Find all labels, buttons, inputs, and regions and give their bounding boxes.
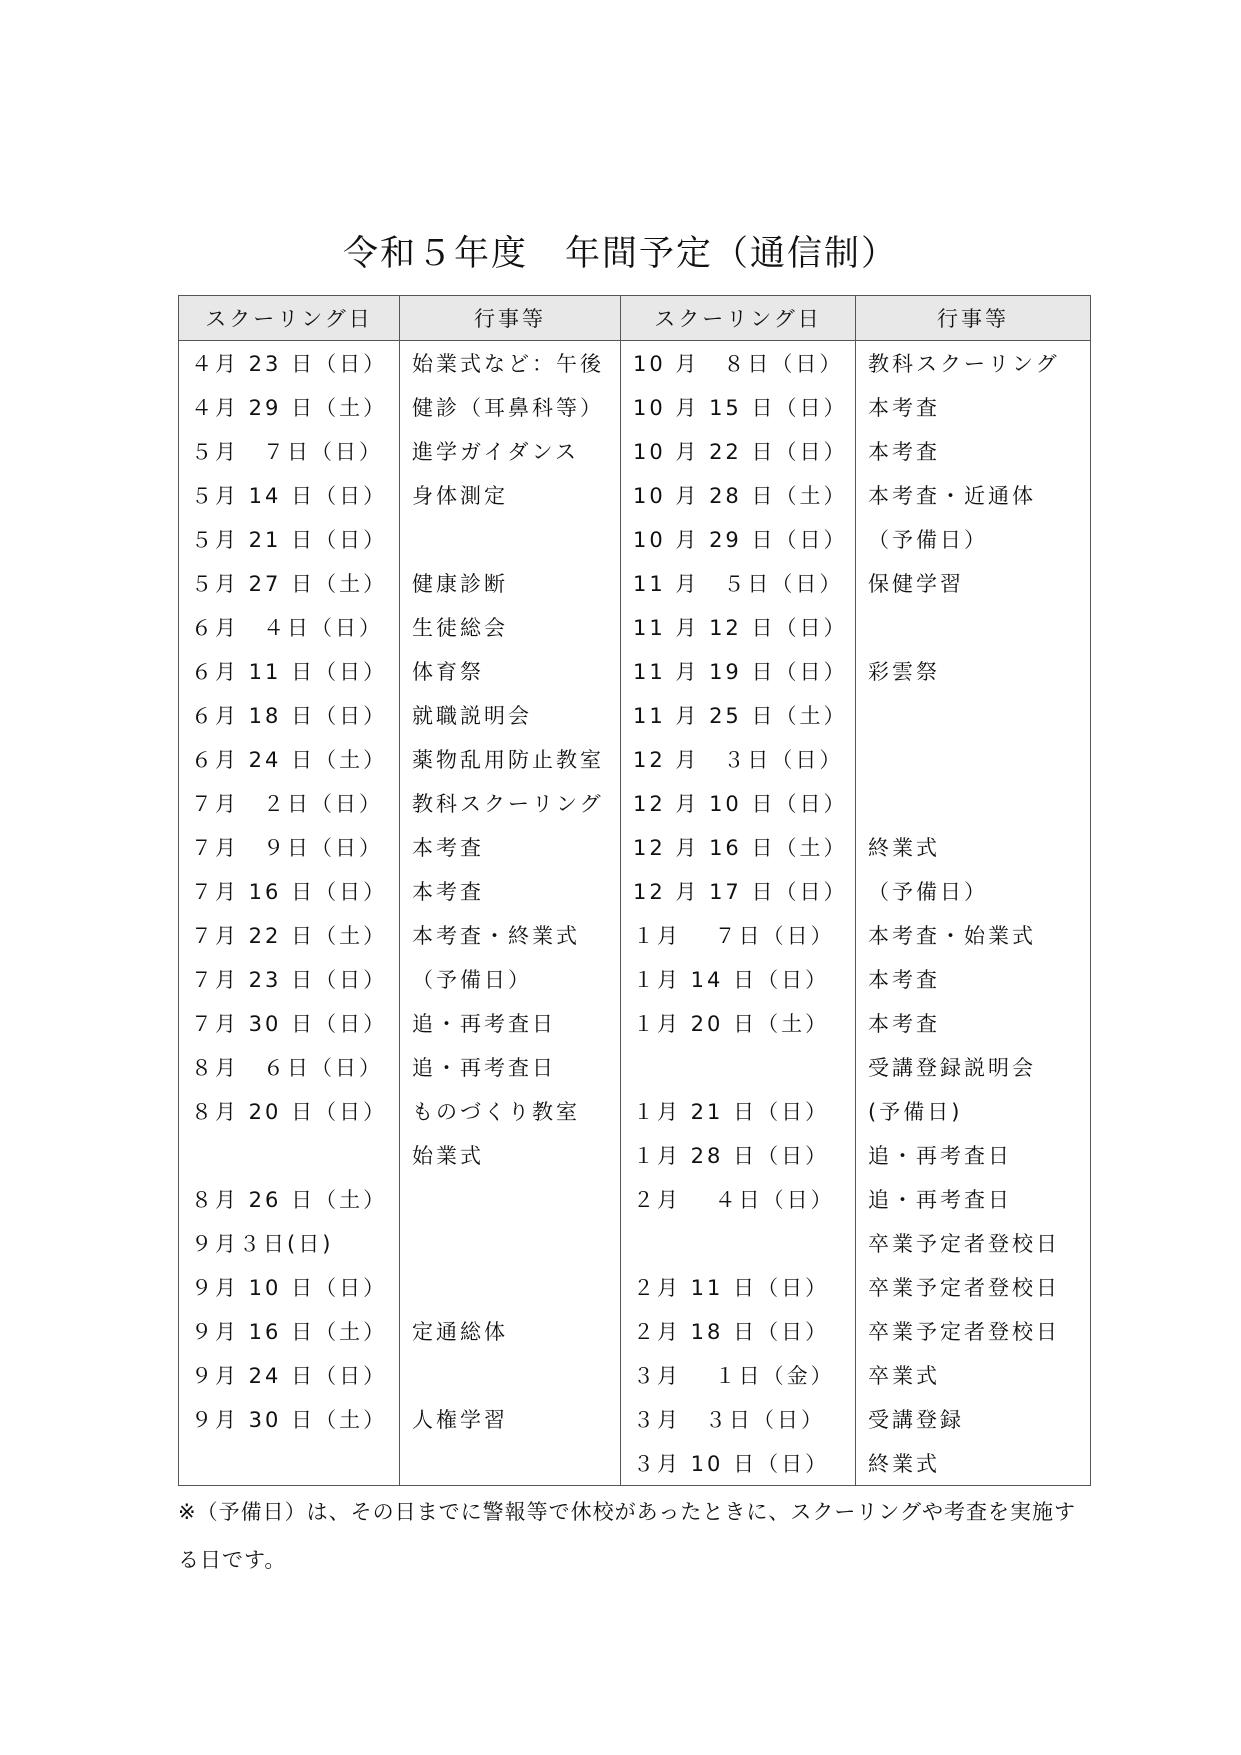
event-cell: 受講登録説明会 — [856, 1045, 1091, 1089]
date-cell: ４月 23 日（日） — [179, 341, 400, 386]
table-row — [179, 1353, 1091, 1397]
table-row — [179, 649, 1091, 693]
date-cell — [179, 1133, 400, 1177]
date-cell: ９月３日(日) — [179, 1221, 400, 1265]
table-header-row — [179, 296, 1091, 341]
event-cell: （予備日） — [856, 869, 1091, 913]
table-row — [179, 1265, 1091, 1309]
date-cell: ３月 １日（金） — [621, 1353, 856, 1397]
event-cell: 生徒総会 — [400, 605, 621, 649]
header-events-2: 行事等 — [856, 296, 1091, 341]
event-cell: 健康診断 — [400, 561, 621, 605]
date-cell: ５月 27 日（土） — [179, 561, 400, 605]
table-row — [179, 561, 1091, 605]
date-cell: ５月 ７日（日） — [179, 429, 400, 473]
date-cell: ９月 16 日（土） — [179, 1309, 400, 1353]
event-cell — [400, 1441, 621, 1486]
table-row — [179, 1309, 1091, 1353]
table-row — [179, 693, 1091, 737]
event-cell: 彩雲祭 — [856, 649, 1091, 693]
event-cell: 追・再考査日 — [400, 1045, 621, 1089]
event-cell: 進学ガイダンス — [400, 429, 621, 473]
event-cell: 終業式 — [856, 1441, 1091, 1486]
date-cell: ４月 29 日（土） — [179, 385, 400, 429]
date-cell: ６月 18 日（日） — [179, 693, 400, 737]
event-cell: 就職説明会 — [400, 693, 621, 737]
date-cell: ２月 ４日（日） — [621, 1177, 856, 1221]
event-cell: 始業式 — [400, 1133, 621, 1177]
event-cell: 保健学習 — [856, 561, 1091, 605]
table-row — [179, 1133, 1091, 1177]
date-cell: ６月 ４日（日） — [179, 605, 400, 649]
date-cell: １月 ７日（日） — [621, 913, 856, 957]
date-cell: ３月 10 日（日） — [621, 1441, 856, 1486]
table-row — [179, 1089, 1091, 1133]
date-cell: 11 月 ５日（日） — [621, 561, 856, 605]
event-cell: 健診（耳鼻科等） — [400, 385, 621, 429]
event-cell — [856, 737, 1091, 781]
event-cell: ものづくり教室 — [400, 1089, 621, 1133]
table-row — [179, 957, 1091, 1001]
table-row — [179, 1177, 1091, 1221]
event-cell: 受講登録 — [856, 1397, 1091, 1441]
event-cell: 卒業予定者登校日 — [856, 1309, 1091, 1353]
event-cell: 体育祭 — [400, 649, 621, 693]
date-cell: 10 月 15 日（日） — [621, 385, 856, 429]
date-cell: 10 月 ８日（日） — [621, 341, 856, 386]
event-cell: 本考査・終業式 — [400, 913, 621, 957]
table-row — [179, 1045, 1091, 1089]
date-cell: ２月 11 日（日） — [621, 1265, 856, 1309]
date-cell: ３月 ３日（日） — [621, 1397, 856, 1441]
date-cell: １月 20 日（土） — [621, 1001, 856, 1045]
event-cell — [856, 605, 1091, 649]
table-row — [179, 1441, 1091, 1486]
date-cell: 10 月 22 日（日） — [621, 429, 856, 473]
event-cell: 終業式 — [856, 825, 1091, 869]
event-cell: 追・再考査日 — [856, 1177, 1091, 1221]
date-cell — [621, 1221, 856, 1265]
event-cell: 人権学習 — [400, 1397, 621, 1441]
date-cell: 12 月 ３日（日） — [621, 737, 856, 781]
date-cell: １月 14 日（日） — [621, 957, 856, 1001]
event-cell: 本考査 — [856, 1001, 1091, 1045]
event-cell: 定通総体 — [400, 1309, 621, 1353]
event-cell: 本考査・始業式 — [856, 913, 1091, 957]
table-row — [179, 869, 1091, 913]
table-row — [179, 473, 1091, 517]
event-cell: 教科スクーリング — [400, 781, 621, 825]
date-cell: ７月 16 日（日） — [179, 869, 400, 913]
date-cell — [179, 1441, 400, 1486]
date-cell: 11 月 12 日（日） — [621, 605, 856, 649]
date-cell: ５月 14 日（日） — [179, 473, 400, 517]
date-cell: ９月 24 日（日） — [179, 1353, 400, 1397]
event-cell: (予備日) — [856, 1089, 1091, 1133]
date-cell: ９月 10 日（日） — [179, 1265, 400, 1309]
event-cell: 本考査 — [400, 825, 621, 869]
event-cell — [400, 1221, 621, 1265]
event-cell — [400, 1177, 621, 1221]
footnote: ※（予備日）は、その日までに警報等で休校があったときに、スクーリングや考査を実施する日です。 — [178, 1500, 1076, 1572]
date-cell: ５月 21 日（日） — [179, 517, 400, 561]
date-cell: ７月 ９日（日） — [179, 825, 400, 869]
header-schooling-date-1: スクーリング日 — [179, 296, 400, 341]
table-row — [179, 825, 1091, 869]
date-cell: 12 月 10 日（日） — [621, 781, 856, 825]
event-cell: 本考査・近通体 — [856, 473, 1091, 517]
date-cell: ８月 26 日（土） — [179, 1177, 400, 1221]
event-cell: 本考査 — [400, 869, 621, 913]
event-cell: 追・再考査日 — [856, 1133, 1091, 1177]
event-cell: （予備日） — [856, 517, 1091, 561]
date-cell: ６月 24 日（土） — [179, 737, 400, 781]
event-cell: 身体測定 — [400, 473, 621, 517]
date-cell: ９月 30 日（土） — [179, 1397, 400, 1441]
event-cell: 追・再考査日 — [400, 1001, 621, 1045]
schedule-table — [178, 295, 1091, 1486]
event-cell: 薬物乱用防止教室 — [400, 737, 621, 781]
event-cell — [400, 517, 621, 561]
table-row — [179, 737, 1091, 781]
date-cell: ７月 22 日（土） — [179, 913, 400, 957]
table-row — [179, 341, 1091, 386]
table-row — [179, 781, 1091, 825]
table-row — [179, 1001, 1091, 1045]
event-cell: 卒業式 — [856, 1353, 1091, 1397]
table-row — [179, 605, 1091, 649]
table-row — [179, 385, 1091, 429]
header-schooling-date-2: スクーリング日 — [621, 296, 856, 341]
schedule-body — [179, 341, 1091, 1486]
page-title: 令和５年度 年間予定（通信制） — [342, 234, 898, 274]
header-events-1: 行事等 — [400, 296, 621, 341]
date-cell: 10 月 28 日（土） — [621, 473, 856, 517]
table-row — [179, 913, 1091, 957]
table-row — [179, 429, 1091, 473]
date-cell: 12 月 17 日（日） — [621, 869, 856, 913]
date-cell: ７月 30 日（日） — [179, 1001, 400, 1045]
date-cell: ２月 18 日（日） — [621, 1309, 856, 1353]
event-cell: 始業式など：午後 — [400, 341, 621, 386]
event-cell: 教科スクーリング — [856, 341, 1091, 386]
date-cell: ７月 23 日（日） — [179, 957, 400, 1001]
event-cell: 卒業予定者登校日 — [856, 1221, 1091, 1265]
table-row — [179, 517, 1091, 561]
event-cell: 本考査 — [856, 957, 1091, 1001]
date-cell: 11 月 19 日（日） — [621, 649, 856, 693]
table-row — [179, 1397, 1091, 1441]
event-cell — [400, 1353, 621, 1397]
date-cell: ７月 ２日（日） — [179, 781, 400, 825]
date-cell: １月 28 日（日） — [621, 1133, 856, 1177]
date-cell: ８月 ６日（日） — [179, 1045, 400, 1089]
date-cell: 11 月 25 日（土） — [621, 693, 856, 737]
event-cell — [400, 1265, 621, 1309]
date-cell: 12 月 16 日（土） — [621, 825, 856, 869]
table-row — [179, 1221, 1091, 1265]
event-cell: 本考査 — [856, 429, 1091, 473]
event-cell: 卒業予定者登校日 — [856, 1265, 1091, 1309]
date-cell — [621, 1045, 856, 1089]
date-cell: ８月 20 日（日） — [179, 1089, 400, 1133]
date-cell: １月 21 日（日） — [621, 1089, 856, 1133]
event-cell — [856, 781, 1091, 825]
date-cell: 10 月 29 日（日） — [621, 517, 856, 561]
event-cell — [856, 693, 1091, 737]
event-cell: 本考査 — [856, 385, 1091, 429]
event-cell: （予備日） — [400, 957, 621, 1001]
date-cell: ６月 11 日（日） — [179, 649, 400, 693]
